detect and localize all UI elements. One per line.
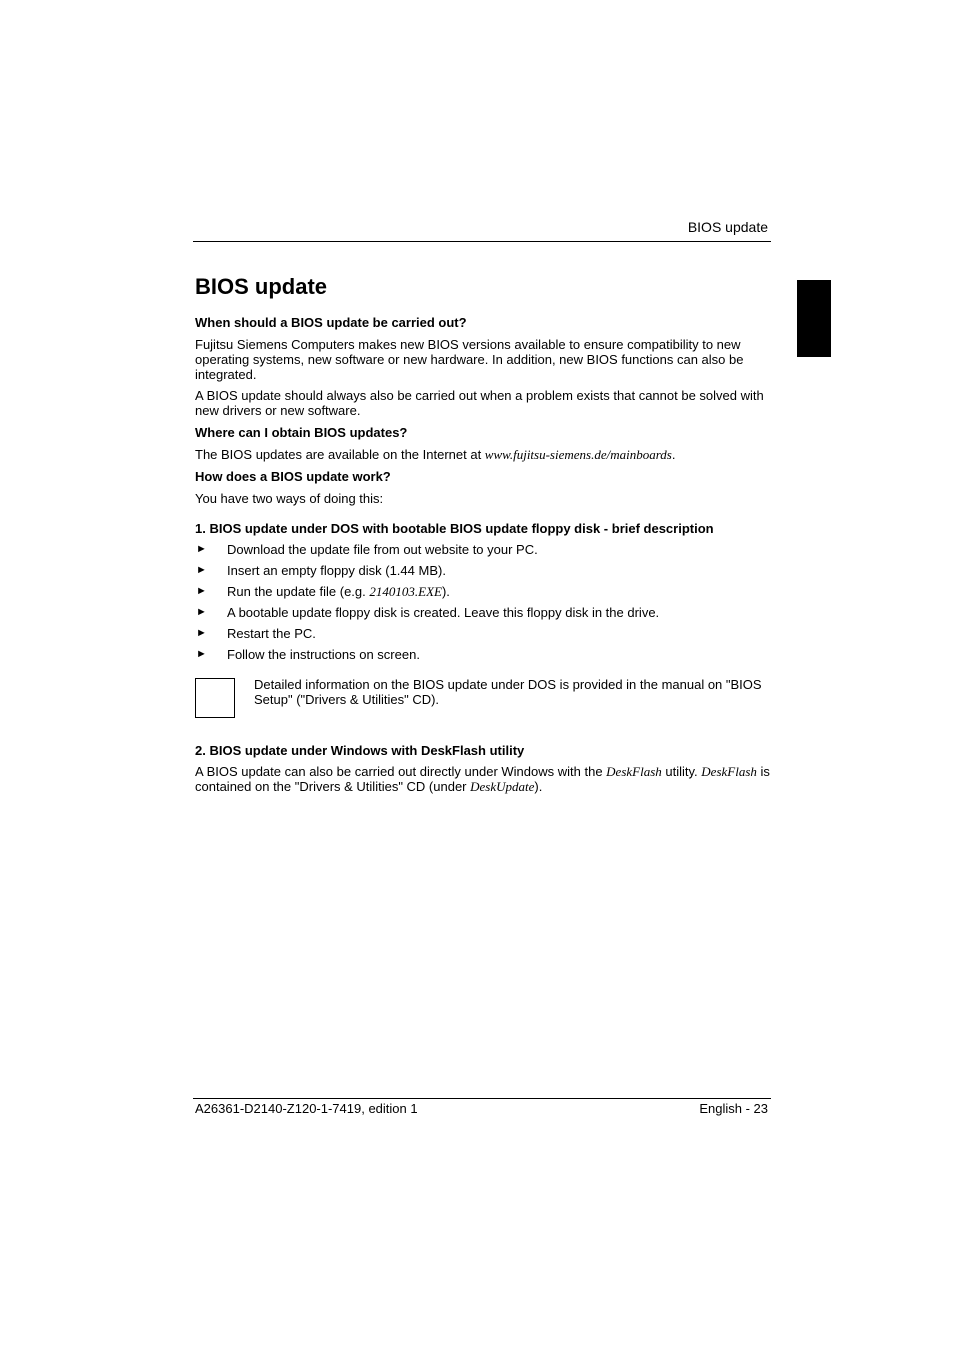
chapter-thumb-tab	[797, 280, 831, 357]
step-text: Download the update file from out website to your PC.	[227, 542, 538, 557]
arrow-bullet-icon: ►	[196, 606, 207, 618]
heading-where-obtain: Where can I obtain BIOS updates?	[195, 425, 408, 440]
deskflash-text: is contained on the "Drivers & Utilities" CD (under	[195, 764, 770, 794]
update-filename: 2140103.EXE	[369, 584, 442, 599]
section-dos-title: 1. BIOS update under DOS with bootable BIOS update floppy disk - brief description	[195, 521, 714, 536]
page-content	[195, 272, 770, 800]
deskflash-name: DeskFlash	[606, 764, 662, 779]
deskflash-text: A BIOS update can also be carried out directly under Windows with the	[195, 764, 607, 779]
paragraph-internet	[195, 447, 770, 462]
step-text: Run the update file (e.g.	[227, 584, 370, 599]
header-rule	[193, 241, 771, 242]
deskupdate-folder: DeskUpdate	[470, 779, 535, 794]
paragraph-deskflash	[195, 764, 770, 794]
step-text: A bootable update floppy disk is created. Leave this floppy disk in the drive.	[227, 605, 660, 620]
info-note	[195, 677, 770, 721]
footer-rule	[193, 1098, 771, 1099]
step-text: Insert an empty floppy disk (1.44 MB).	[227, 563, 446, 578]
paragraph-compatibility: Fujitsu Siemens Computers makes new BIOS versions available to ensure compatibility to new operating systems, new software or new hardware. In addition, new BIOS functions can also be integrated.	[195, 337, 744, 382]
arrow-bullet-icon: ►	[196, 648, 207, 660]
arrow-bullet-icon: ►	[196, 543, 207, 555]
deskflash-name: DeskFlash	[701, 764, 757, 779]
list-item	[195, 584, 770, 599]
running-header: BIOS update	[687, 219, 768, 235]
internet-text: The BIOS updates are available on the Internet at	[195, 447, 485, 462]
note-text: Detailed information on the BIOS update under DOS is provided in the manual on "BIOS Setup" ("Drivers & Utilities" CD).	[254, 677, 762, 707]
arrow-bullet-icon: ►	[196, 627, 207, 639]
step-text: Restart the PC.	[227, 626, 316, 641]
list-item	[195, 563, 770, 578]
section-windows-title: 2. BIOS update under Windows with DeskFlash utility	[195, 743, 525, 758]
note-icon	[195, 678, 235, 718]
arrow-bullet-icon: ►	[196, 585, 207, 597]
step-text: Follow the instructions on screen.	[227, 647, 420, 662]
paragraph-problem: A BIOS update should always also be carried out when a problem exists that cannot be solved with new drivers or new software.	[195, 388, 764, 418]
page-title: BIOS update	[195, 274, 328, 299]
dos-steps-list	[195, 542, 770, 662]
list-item	[195, 605, 770, 620]
internet-text-end: .	[671, 447, 676, 462]
download-url: www.fujitsu-siemens.de/mainboards	[484, 447, 672, 462]
paragraph-two-ways: You have two ways of doing this:	[195, 491, 384, 506]
arrow-bullet-icon: ►	[196, 564, 207, 576]
heading-when-update: When should a BIOS update be carried out?	[195, 315, 467, 330]
list-item	[195, 626, 770, 641]
heading-how-works: How does a BIOS update work?	[195, 469, 391, 484]
list-item	[195, 647, 770, 662]
deskflash-text: utility.	[661, 764, 702, 779]
footer-page-number: English - 23	[699, 1101, 768, 1116]
deskflash-text-end: ).	[534, 779, 543, 794]
footer-document-id: A26361-D2140-Z120-1-7419, edition 1	[195, 1101, 418, 1116]
step-text-end: ).	[441, 584, 450, 599]
list-item	[195, 542, 770, 557]
